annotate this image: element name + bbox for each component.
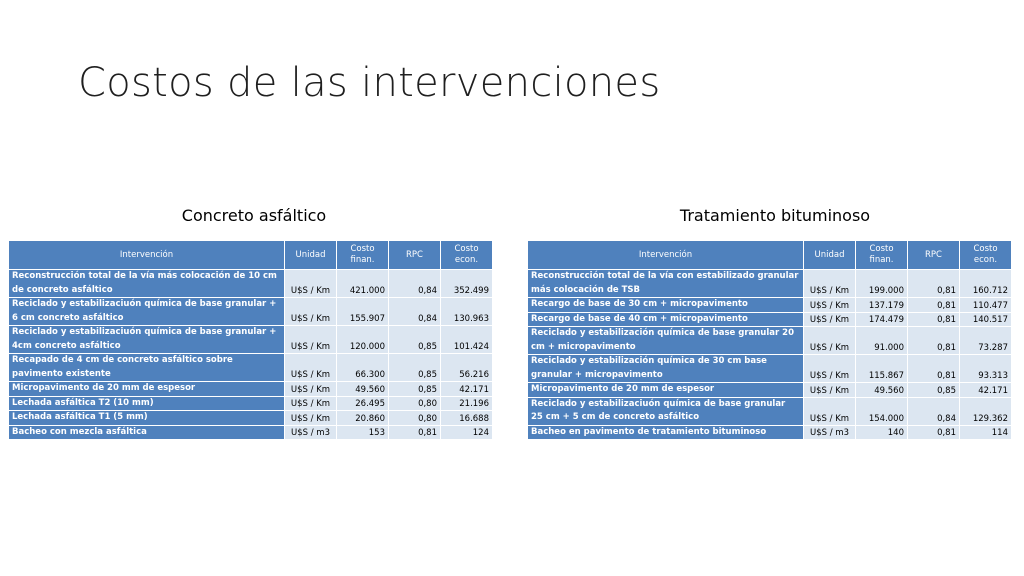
cell-intervention: Reconstrucción total de la vía más colocación de 10 cm de concreto asfáltico — [9, 270, 285, 298]
cell-rpc: 0,80 — [389, 396, 441, 411]
cell-cost-fin: 174.479 — [856, 312, 908, 327]
table-row — [528, 327, 1012, 355]
table-row — [9, 354, 493, 382]
cell-unit: U$S / Km — [804, 270, 856, 298]
cell-intervention: Reciclado y estabilización química de 30 cm base granular + micropavimento — [528, 355, 804, 383]
table-row — [9, 396, 493, 411]
cell-intervention: Recapado de 4 cm de concreto asfáltico sobre pavimento existente — [9, 354, 285, 382]
cell-rpc: 0,85 — [389, 382, 441, 397]
cell-cost-fin: 154.000 — [856, 397, 908, 425]
cell-cost-econ: 42.171 — [960, 383, 1012, 398]
header-rpc: RPC — [908, 241, 960, 270]
cell-cost-econ: 21.196 — [441, 396, 493, 411]
table-row — [9, 326, 493, 354]
cell-unit: U$S / Km — [804, 397, 856, 425]
cell-cost-fin: 26.495 — [337, 396, 389, 411]
cell-unit: U$S / m3 — [804, 425, 856, 440]
cell-cost-fin: 49.560 — [856, 383, 908, 398]
header-cost-econ: Costo econ. — [960, 241, 1012, 270]
cell-intervention: Lechada asfáltica T2 (10 mm) — [9, 396, 285, 411]
table-title-concreto: Concreto asfáltico — [181, 206, 327, 225]
cell-rpc: 0,81 — [908, 355, 960, 383]
table-tratamiento-bituminoso — [527, 240, 1012, 440]
cell-intervention: Bacheo en pavimento de tratamiento bituminoso — [528, 425, 804, 440]
cell-rpc: 0,85 — [908, 383, 960, 398]
cell-intervention: Reciclado y estabilizaciuón química de base granular + 4cm concreto asfáltico — [9, 326, 285, 354]
cell-cost-fin: 421.000 — [337, 270, 389, 298]
cell-intervention: Recargo de base de 30 cm + micropavimento — [528, 298, 804, 313]
cell-rpc: 0,84 — [389, 298, 441, 326]
cell-unit: U$S / Km — [285, 298, 337, 326]
cell-unit: U$S / Km — [285, 396, 337, 411]
cell-rpc: 0,81 — [908, 270, 960, 298]
cell-cost-fin: 140 — [856, 425, 908, 440]
cell-intervention: Lechada asfáltica T1 (5 mm) — [9, 411, 285, 426]
cell-cost-fin: 49.560 — [337, 382, 389, 397]
cell-rpc: 0,81 — [389, 425, 441, 440]
header-cost-fin: Costo finan. — [856, 241, 908, 270]
table-row — [9, 425, 493, 440]
table-row — [9, 411, 493, 426]
cell-cost-econ: 56.216 — [441, 354, 493, 382]
cell-cost-fin: 20.860 — [337, 411, 389, 426]
cell-cost-fin: 199.000 — [856, 270, 908, 298]
cell-intervention: Recargo de base de 40 cm + micropavimento — [528, 312, 804, 327]
cell-cost-econ: 124 — [441, 425, 493, 440]
header-rpc: RPC — [389, 241, 441, 270]
cell-cost-fin: 155.907 — [337, 298, 389, 326]
cell-cost-econ: 73.287 — [960, 327, 1012, 355]
table-row — [9, 382, 493, 397]
cell-unit: U$S / Km — [285, 382, 337, 397]
table-row — [528, 383, 1012, 398]
cell-rpc: 0,80 — [389, 411, 441, 426]
table-row — [528, 425, 1012, 440]
cell-cost-fin: 153 — [337, 425, 389, 440]
header-intervention: Intervención — [528, 241, 804, 270]
cell-unit: U$S / Km — [285, 326, 337, 354]
cell-rpc: 0,85 — [389, 354, 441, 382]
cell-unit: U$S / Km — [285, 354, 337, 382]
cell-rpc: 0,84 — [908, 397, 960, 425]
cell-rpc: 0,85 — [389, 326, 441, 354]
table-concreto-asfaltico — [8, 240, 493, 440]
table-row — [528, 270, 1012, 298]
cell-unit: U$S / m3 — [285, 425, 337, 440]
cell-cost-econ: 160.712 — [960, 270, 1012, 298]
cell-intervention: Reconstrucción total de la vía con estabilizado granular más colocación de TSB — [528, 270, 804, 298]
cell-cost-fin: 115.867 — [856, 355, 908, 383]
cell-cost-econ: 352.499 — [441, 270, 493, 298]
cell-unit: U$S / Km — [804, 383, 856, 398]
cell-cost-econ: 93.313 — [960, 355, 1012, 383]
cell-cost-fin: 66.300 — [337, 354, 389, 382]
cell-intervention: Micropavimento de 20 mm de espesor — [528, 383, 804, 398]
cell-cost-econ: 114 — [960, 425, 1012, 440]
cell-unit: U$S / Km — [804, 312, 856, 327]
cell-cost-econ: 130.963 — [441, 298, 493, 326]
cell-unit: U$S / Km — [285, 411, 337, 426]
table-row — [9, 270, 493, 298]
table-row — [528, 312, 1012, 327]
cell-unit: U$S / Km — [804, 327, 856, 355]
cell-unit: U$S / Km — [285, 270, 337, 298]
cell-cost-econ: 42.171 — [441, 382, 493, 397]
cell-cost-econ: 16.688 — [441, 411, 493, 426]
cell-cost-econ: 110.477 — [960, 298, 1012, 313]
cell-cost-fin: 120.000 — [337, 326, 389, 354]
cell-intervention: Reciclado y estabilización química de base granular 20 cm + micropavimento — [528, 327, 804, 355]
header-unit: Unidad — [285, 241, 337, 270]
cell-rpc: 0,81 — [908, 425, 960, 440]
header-unit: Unidad — [804, 241, 856, 270]
cell-intervention: Reciclado y estabilizaciuón química de base granular + 6 cm concreto asfáltico — [9, 298, 285, 326]
cell-cost-fin: 137.179 — [856, 298, 908, 313]
cell-rpc: 0,81 — [908, 298, 960, 313]
table-row — [528, 355, 1012, 383]
cell-rpc: 0,84 — [389, 270, 441, 298]
cell-rpc: 0,81 — [908, 312, 960, 327]
cell-unit: U$S / Km — [804, 355, 856, 383]
header-cost-fin: Costo finan. — [337, 241, 389, 270]
cell-cost-econ: 101.424 — [441, 326, 493, 354]
cell-intervention: Micropavimento de 20 mm de espesor — [9, 382, 285, 397]
cell-cost-econ: 129.362 — [960, 397, 1012, 425]
table-title-tratamiento: Tratamiento bituminoso — [679, 206, 871, 225]
header-intervention: Intervención — [9, 241, 285, 270]
cell-intervention: Reciclado y estabilizaciuón química de base granular 25 cm + 5 cm de concreto asfáltico — [528, 397, 804, 425]
table-row — [9, 298, 493, 326]
table-row — [528, 397, 1012, 425]
cell-rpc: 0,81 — [908, 327, 960, 355]
slide-title: Costos de las intervenciones — [78, 60, 661, 106]
cell-unit: U$S / Km — [804, 298, 856, 313]
header-cost-econ: Costo econ. — [441, 241, 493, 270]
cell-intervention: Bacheo con mezcla asfáltica — [9, 425, 285, 440]
cell-cost-fin: 91.000 — [856, 327, 908, 355]
cell-cost-econ: 140.517 — [960, 312, 1012, 327]
table-row — [528, 298, 1012, 313]
